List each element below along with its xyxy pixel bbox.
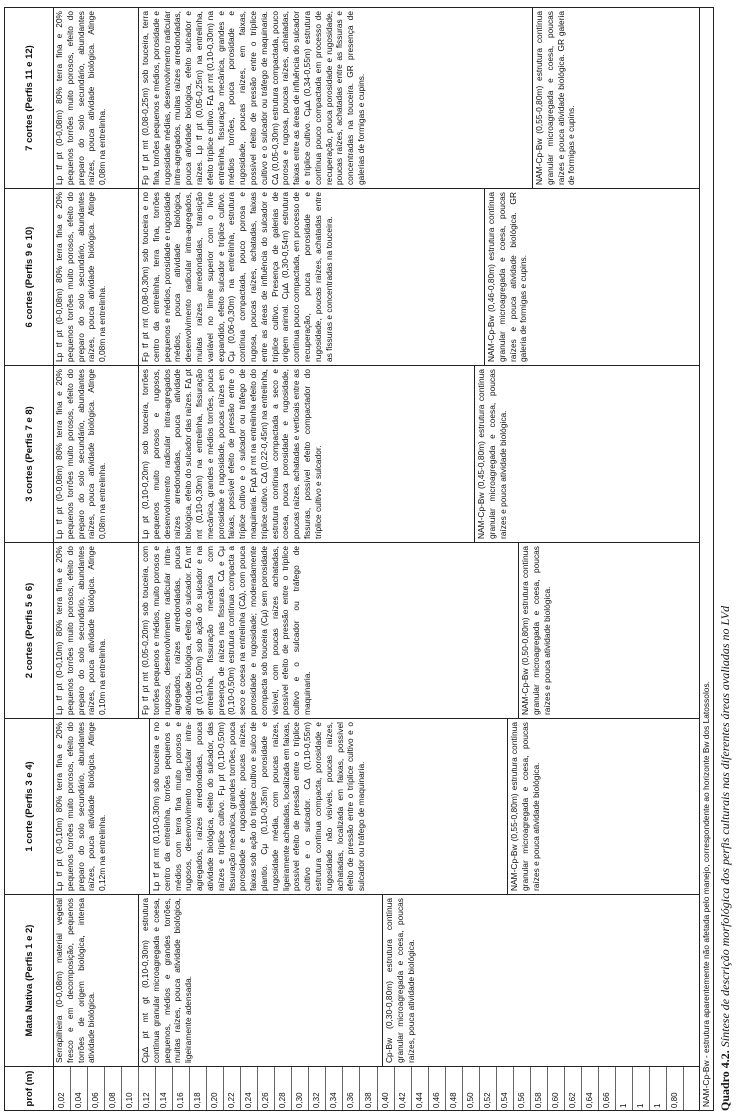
caption-text: Síntese de descrição morfológica dos perfis culturais nas diferentes áreas avaliadas no LVd xyxy=(718,605,732,1048)
depth-label: 0,60 xyxy=(550,1092,560,1108)
header-2-cortes: 2 cortes (Perfis 5 e 6) xyxy=(5,542,53,718)
depth-label: 0,66 xyxy=(601,1092,611,1108)
depth-label: 0,42 xyxy=(397,1092,407,1108)
depth-row-divider xyxy=(104,1067,105,1110)
column-7-cortes xyxy=(53,8,699,188)
depth-row-divider xyxy=(325,1067,326,1110)
depth-label: 0,02 xyxy=(57,1092,66,1108)
depth-label: 0,56 xyxy=(516,1092,526,1108)
depth-label: 0,44 xyxy=(414,1092,424,1108)
2-cortes-layer-1: Lp tf pt (0-0,10m) 80% terra fina e 20% pequenos torrões muito porosos, efeito do preparo do solo secundário, abundantes raízes, pouca atividade biológica. Atinge 0,10m na entrelinha. xyxy=(53,543,139,718)
1-corte-layer-1: Lp tf pt (0-0,10m) 80% terra fina e 20% pequenos torrões muito porosos, efeito do preparo do solo secundário, abundantes raízes, pouca atividade biológica. Atinge 0,12m na entrelinha. xyxy=(53,719,150,894)
depth-row-divider xyxy=(257,1067,258,1110)
depth-row-divider xyxy=(377,1067,378,1110)
header-depth: prof (m) xyxy=(5,1066,53,1110)
depth-row-divider xyxy=(274,1067,275,1110)
depth-column xyxy=(53,1066,699,1110)
depth-row-divider xyxy=(632,1067,633,1110)
depth-row-divider xyxy=(581,1067,582,1110)
column-3-cortes xyxy=(53,365,699,542)
depth-row-divider xyxy=(172,1067,173,1110)
header-3-cortes: 3 cortes (Perfis 7 e 8) xyxy=(5,365,53,542)
depth-row-divider xyxy=(155,1067,156,1110)
caption-label: Quadro 4.2. xyxy=(718,1050,732,1111)
1-corte-layer-2: Lp tf pt mt (0,10-0,30m) sob touceira e no centro da entrelinha, torrões pequenos e médios com terra fina muito porosos e rugosos, desenvolvimento radicular intra-agregados, raízes arredondadas, pouca atividade biológica, efeito do sulcador, das raízes e tríplice cultivo. Fμ pt (0,10-0,50m) fissuração mecânica, grandes torrões, pouca porosidade e rugosidade, poucas raízes, faixas sob ação do tríplice cultivo e sulco de plantio. Cμ (0,10-0,35m) porosidade e rugosidade média, com poucas raízes, ligeiramente achatadas, localizada em faixas, possível efeito de pressão entre o tríplice cultivo e o sulcador. C∆ (0,10-0,55m) estrutura contínua compacta, porosidade e rugosidade não visíveis, poucas raízes, achatadas, localizada em faixas, possível efeito de pressão entre o tríplice cultivo e o sulcador ou tráfego de maquinaria. xyxy=(150,719,508,894)
column-1-corte xyxy=(53,718,699,894)
2-cortes-layer-2: Fp tf pt mt (0,05-0,20m) sob touceira, com torrões pequenos e médios, muito porosos e rugosos, desenvolvimento radicular intra-agregados, raízes arredondadas, pouca atividade biológica, efeito do sulcador. F∆ mt gt (0,10-0,50m) sob ação do sulcador e na entrelinha, fissuração mecânica com presença de raízes nas fissuras. C∆ e Cμ (0,10-0,50m) estrutura contínua compacta a seco e coesa na entrelinha (C∆), com pouca porosidade e rugosidade; moderadamente compacta sob touceira (Cμ) sem porosidade visível, com poucas raízes achatadas, possível efeito de pressão entre o tríplice cultivo e o sulcador ou tráfego de maquinaria. xyxy=(139,543,519,718)
depth-row-divider xyxy=(496,1067,497,1110)
3-cortes-layer-2: Lp pt (0,10-0,20m) sob touceira, torrões pequenos muito porosos e rugosos, desenvolvimento radicular intra-agregados raízes arredondadas, pouca atividade biológica, efeito do sulcador das raízes. F∆ pt mt (0,10-0,30m) na entrelinha, fissuração mecânica, grandes e médios torrões, pouca porosidade e rugosidade, poucas raízes em faixas, possível efeito de pressão entre o tríplice cultivo e o sulcador ou tráfego de maquinaria. Fp∆ pt mt na entrelinha efeito do tríplice cultivo. C∆ (0,22-0,45m) na entrelinha, estrutura contínua compactada a seco e coesa, pouca porosidade e rugosidade, poucas raízes, achatadas e verticais entre as fissuras, possível efeito compactador do tríplice cultivo e sulcador. xyxy=(139,366,475,542)
depth-row-divider xyxy=(479,1067,480,1110)
depth-label: 0,24 xyxy=(244,1092,254,1108)
depth-row-divider xyxy=(342,1067,343,1110)
depth-label: 0,10 xyxy=(125,1092,135,1108)
depth-label: 0,40 xyxy=(380,1092,390,1108)
depth-row-divider xyxy=(547,1067,548,1110)
depth-label: 0,18 xyxy=(193,1092,203,1108)
depth-label: 0,12 xyxy=(142,1092,152,1108)
depth-row-divider xyxy=(121,1067,122,1110)
depth-row-divider xyxy=(615,1067,616,1110)
depth-row-divider xyxy=(598,1067,599,1110)
7-cortes-layer-2: Fp tf pt mt (0,08-0,25m) sob touceira, terra fina, torrões pequenos e médios, porosidade e rugosidade médias, desenvolvimento radicular intra-agregados, muitas raízes arredondadas, pouca atividade biológica, efeito sulcador e raízes. Lp tf pt (0,05-0,25m) na entrelinha, efeito tríplice cultivo. F∆ pt mt (0,10-0,30m) na entrelinha, fissuração mecânica, grandes e médios torrões, pouca porosidade e rugosidade, poucas raízes, em faixas, possível efeito de pressão entre o tríplice cultivo e o sulcador ou tráfego de maquinaria. C∆ (0,05-0,30m) estrutura compactada, pouco porosa e rugosa, poucas raízes, achatadas, faixas entre as áreas de influência do sulcador e tríplice cultivo. Cμ∆ (0,34-0,55m) estrutura contínua pouco compactada em processo de recuperação, pouca porosidade e rugosidade, poucas raízes, achatadas entre as fissuras e concentradas na touceira. GR presença de galerias de formigas e cupins. xyxy=(139,8,533,188)
depth-row-divider xyxy=(359,1067,360,1110)
7-cortes-layer-3: NAM-Cp-Bw (0,55-0,80m) estrutura contínua granular microagregada e coesa, poucas raízes e pouca atividade biológica. GR galeria de formigas e cupins. xyxy=(534,11,577,185)
depth-row-divider xyxy=(87,1067,88,1110)
depth-label: 0,46 xyxy=(431,1092,441,1108)
depth-row-divider xyxy=(291,1067,292,1110)
depth-row-divider xyxy=(683,1067,684,1110)
depth-label: 0,26 xyxy=(261,1092,271,1108)
depth-row-divider xyxy=(649,1067,650,1110)
6-cortes-layer-1: Lp tf pt (0-0,08m) 80% terra fina e 20% pequenos torrões muito porosos, efeito do preparo do solo secundário, abundantes raízes, pouca atividade biológica. Atinge 0,08m na entrelinha. xyxy=(53,189,139,365)
column-6-cortes xyxy=(53,188,699,365)
depth-label: 0,62 xyxy=(567,1092,577,1108)
header-7-cortes: 7 cortes (Perfis 11 e 12) xyxy=(23,45,35,151)
morphology-table xyxy=(4,7,714,1111)
header-mata-nativa: Mata Nativa (Perfis 1 e 2) xyxy=(5,894,53,1066)
depth-label: 0,52 xyxy=(482,1092,492,1108)
depth-row-divider xyxy=(394,1067,395,1110)
depth-label: 1 xyxy=(635,1103,645,1108)
depth-label: 0,50 xyxy=(465,1092,475,1108)
3-cortes-layer-1: Lp tf pt (0-0,08m) 80% terra fina e 20% pequenos torrões muito porosos, efeito do preparo do solo secundário, abundantes raízes, pouca atividade biológica. Atinge 0,08m na entrelinha. xyxy=(53,366,139,542)
depth-row-divider xyxy=(411,1067,412,1110)
depth-row-divider xyxy=(513,1067,514,1110)
depth-label: 0,80 xyxy=(669,1092,679,1108)
depth-label: 0,04 xyxy=(74,1092,84,1108)
depth-row-divider xyxy=(666,1067,667,1110)
depth-label: 0,58 xyxy=(533,1092,543,1108)
mata-nativa-layer-1: Serrapilheira (0-0,08m) material vegetal fresco e em decomposição, pequenos torrões de origem biológica, intensa atividade biológica. xyxy=(53,895,139,1066)
depth-label: 0,34 xyxy=(329,1092,339,1108)
depth-row-divider xyxy=(428,1067,429,1110)
depth-label: 0,38 xyxy=(363,1092,373,1108)
depth-row-divider xyxy=(206,1067,207,1110)
caption xyxy=(718,606,733,1111)
depth-row-divider xyxy=(223,1067,224,1110)
header-1-corte: 1 corte (Perfis 3 e 4) xyxy=(5,718,53,894)
depth-label: 0,64 xyxy=(584,1092,594,1108)
depth-label: 0,16 xyxy=(176,1092,186,1108)
depth-label: 0,14 xyxy=(159,1092,169,1108)
depth-label: 0,30 xyxy=(295,1092,305,1108)
depth-row-divider xyxy=(462,1067,463,1110)
depth-label: 0,08 xyxy=(108,1092,118,1108)
6-cortes-layer-2: Fp tf pt mt (0,08-0,30m) sob touceira e no centro da entrelinha, terra fina, torrões pequenos e médios, porosidade e rugosidade médios, pouca atividade biológica, desenvolvimento radicular intra-agregados, muitas raízes arredondadas, transição variável no limite superior com o livre expandido, efeito sulcador e tríplice cultivo. Cμ (0,06-0,30m) na entrelinha, estrutura contínua compactada, pouco porosa e rugosa, poucas raízes, achatadas, faixas entre as áreas de influência do sulcador e tríplice cultivo. Presença de galerias de origem animal. Cμ∆ (0,30-0,54m) estrutura contínua pouco compactada, em processo de recuperação, pouca porosidade e rugosidade, poucas raízes, achatadas entre as fissuras e concentradas na touceira. xyxy=(139,189,485,365)
column-2-cortes xyxy=(53,542,699,718)
1-corte-layer-3: NAM-Cp-Bw (0,55-0,80m) estrutura contínua granular microagregada e coesa, poucas raízes e pouca atividade biológica. xyxy=(509,722,541,891)
depth-label: 0,28 xyxy=(278,1092,288,1108)
depth-label: 0,22 xyxy=(227,1092,237,1108)
depth-label: 1 xyxy=(652,1103,662,1108)
depth-row-divider xyxy=(530,1067,531,1110)
depth-row-divider xyxy=(138,1067,139,1110)
depth-row-divider xyxy=(189,1067,190,1110)
header-6-cortes: 6 cortes (Perfis 9 e 10) xyxy=(5,188,53,365)
2-cortes-layer-3: NAM-Cp-Bw (0,50-0,80m) estrutura contínua granular microagregada e coesa, poucas raízes e pouca atividade biológica. xyxy=(520,546,552,715)
3-cortes-layer-3: NAM-Cp-Bw (0,45-0,80m) estrutura contínua granular microagregada e coesa, poucas raízes e pouca atividade biológica. xyxy=(476,369,508,539)
depth-label: 1 xyxy=(618,1103,628,1108)
table-header xyxy=(5,8,54,1110)
depth-row-divider xyxy=(445,1067,446,1110)
7-cortes-layer-1: Lp tf pt (0-0,08m) 80% terra fina e 20% pequenos torrões muito porosos, efeito do preparo do solo secundário, abundantes raízes, pouca atividade biológica. Atinge 0,08m na entrelinha. xyxy=(53,8,139,188)
depth-label: 0,20 xyxy=(210,1092,220,1108)
depth-row-divider xyxy=(308,1067,309,1110)
depth-label: 0,36 xyxy=(346,1092,356,1108)
footnote: NAM-Cp-Bw - estrutura aparentemente não afetada pelo manejo, correspondente ao horizonte Bw dos Latossolos. xyxy=(699,8,713,1110)
mata-nativa-layer-2: Cp∆ pt mt gt (0,10-0,30m) estrutura contínua granular microagregada e coesa, pequenos, médios e grandes torrões, muitas raízes, pouca atividade biológica, ligeiramente adensada. xyxy=(139,895,383,1066)
depth-label: 0,54 xyxy=(499,1092,509,1108)
depth-row-divider xyxy=(240,1067,241,1110)
depth-label: 0,48 xyxy=(448,1092,458,1108)
depth-label: 0,06 xyxy=(91,1092,101,1108)
6-cortes-layer-3: NAM-Cp-Bw (0,46-0,80m) estrutura contínua granular microagregada e coesa, poucas raízes e pouca atividade biológica. GR galeria de formigas e cupins. xyxy=(486,192,529,362)
depth-row-divider xyxy=(70,1067,71,1110)
column-mata-nativa xyxy=(53,894,699,1066)
depth-label: 0,32 xyxy=(312,1092,322,1108)
mata-nativa-layer-3: Cp-Bw (0,30-0,80m) estrutura contínua granular microagregada e coesa, poucas raízes, pouca atividade biológica. xyxy=(384,898,416,1063)
depth-row-divider xyxy=(564,1067,565,1110)
